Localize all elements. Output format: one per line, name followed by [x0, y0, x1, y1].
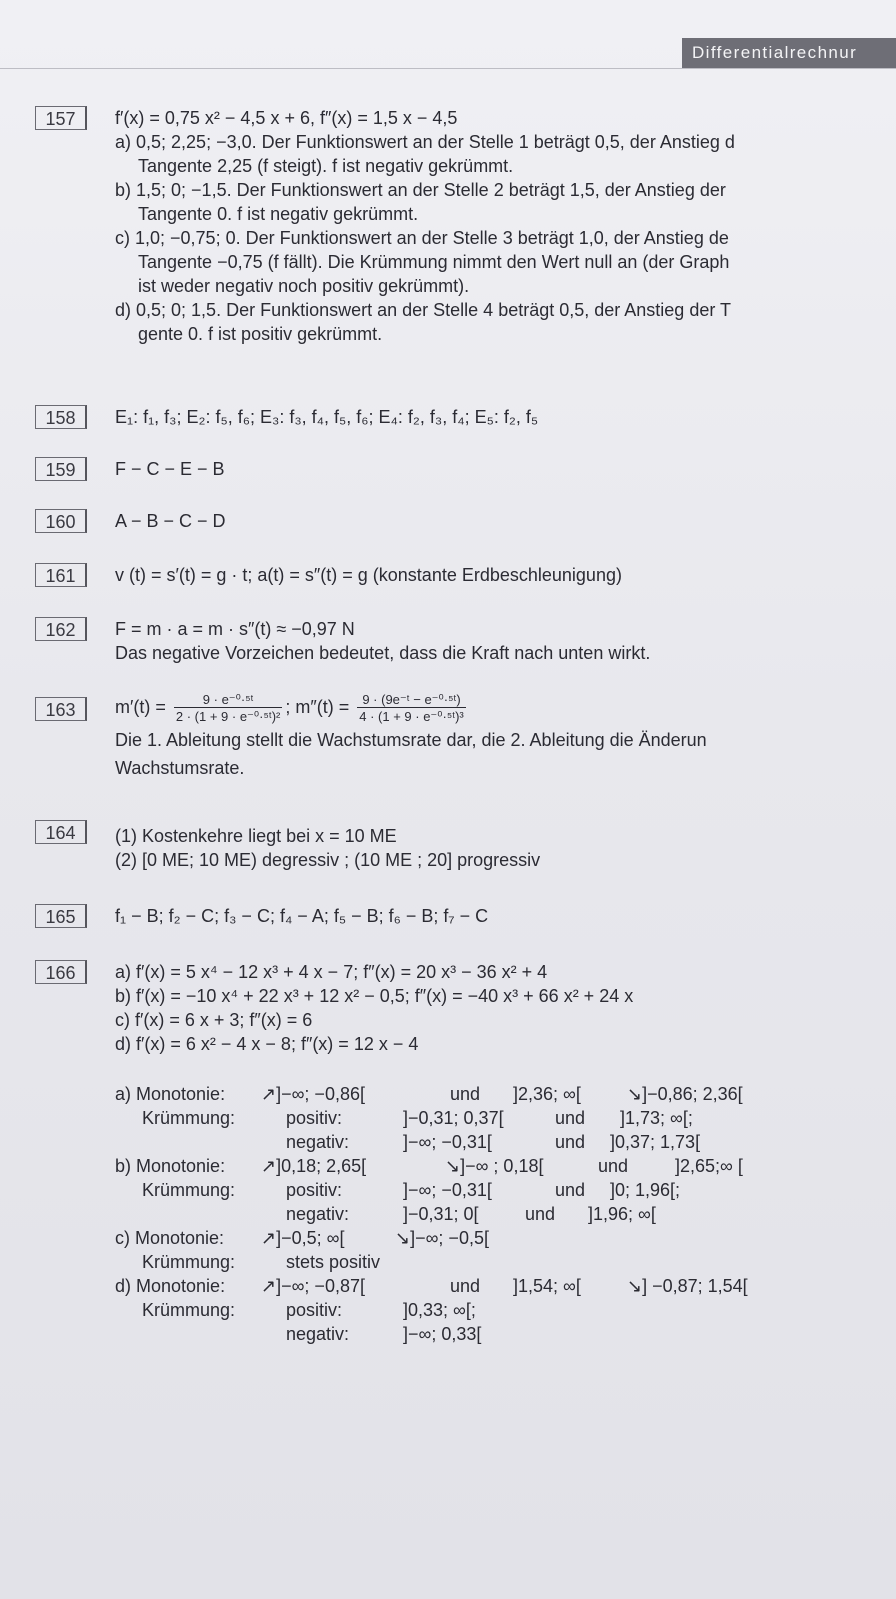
- exercise-number: 165: [35, 904, 87, 928]
- exercise-number: 159: [35, 457, 87, 481]
- exercise-content: [115, 824, 896, 872]
- monotony-row-c: [115, 1226, 896, 1250]
- decreasing-interval: ↘]−∞ ; 0,18[: [445, 1156, 544, 1176]
- exercise-content: [115, 687, 896, 780]
- positive-label: positiv:: [286, 1108, 343, 1128]
- positive-label: positiv:: [286, 1180, 343, 1200]
- monotony-label: c) Monotonie:: [115, 1228, 225, 1248]
- exercise-content: [115, 617, 896, 665]
- monotony-label: a) Monotonie:: [115, 1084, 226, 1104]
- answer-line: F − C − E − B: [115, 459, 225, 479]
- curvature-label: Krümmung:: [142, 1180, 236, 1200]
- increasing-interval: ↗]−∞; −0,87[: [261, 1276, 365, 1296]
- and-word: und: [555, 1180, 586, 1200]
- decreasing-interval: ↘]−∞; −0,5[: [395, 1228, 489, 1248]
- part-d-derivatives: d) f′(x) = 6 x² − 4 x − 8; f″(x) = 12 x − 4: [115, 1034, 419, 1054]
- curvature-label: Krümmung:: [142, 1300, 236, 1320]
- monotony-row-a: [115, 1082, 896, 1106]
- part-c-line-3: ist weder negativ noch positiv gekrümmt).: [138, 276, 470, 296]
- negative-interval-2: ]0,37; 1,73[: [610, 1132, 701, 1152]
- exercise-number: 162: [35, 617, 87, 641]
- negative-label: negativ:: [286, 1204, 350, 1224]
- derivative-fractions: [115, 687, 896, 727]
- first-derivative-fraction: [174, 692, 282, 724]
- and-word: und: [555, 1132, 586, 1152]
- positive-interval: ]0,33; ∞[;: [403, 1300, 476, 1320]
- monotony-row-b: [115, 1154, 896, 1178]
- decreasing-interval-2: ]2,65;∞ [: [675, 1156, 743, 1176]
- part-c-derivatives: c) f′(x) = 6 x + 3; f″(x) = 6: [115, 1010, 313, 1030]
- negative-label: negativ:: [286, 1132, 350, 1152]
- derivatives-line: f′(x) = 0,75 x² − 4,5 x + 6, f″(x) = 1,5 x − 4,5: [115, 108, 458, 128]
- and-word: und: [450, 1084, 481, 1104]
- answer-line: f₁ − B; f₂ − C; f₃ − C; f₄ − A; f₅ − B; f₆ − B; f₇ − C: [115, 906, 489, 926]
- increasing-interval: ↗]0,18; 2,65[: [261, 1156, 367, 1176]
- force-formula: F = m · a = m · s″(t) ≈ −0,97 N: [115, 619, 355, 639]
- increasing-interval: ↗]−∞; −0,86[: [261, 1084, 365, 1104]
- and-word: und: [598, 1156, 629, 1176]
- positive-interval-1: ]−0,31; 0,37[: [403, 1108, 504, 1128]
- exercise-number: 161: [35, 563, 87, 587]
- increasing-interval: ↗]−0,5; ∞[: [261, 1228, 345, 1248]
- curvature-label: Krümmung:: [142, 1252, 236, 1272]
- part-c-line-2: Tangente −0,75 (f fällt). Die Krümmung nimmt den Wert null an (der Graph: [138, 252, 730, 272]
- exercise-number: 157: [35, 106, 87, 130]
- numerator: 9 · e⁻⁰·⁵ᵗ: [202, 692, 254, 708]
- decreasing-interval: ↘]−0,86; 2,36[: [627, 1084, 743, 1104]
- second-derivative-lhs: ; m″(t) =: [285, 697, 350, 717]
- exercise-content: [115, 563, 896, 587]
- explanation-line-1: Die 1. Ableitung stellt die Wachstumsrate dar, die 2. Ableitung die Änderun: [115, 730, 707, 750]
- exercise-content: [115, 106, 896, 346]
- first-derivative-lhs: m′(t) =: [115, 697, 166, 717]
- answer-line: E₁: f₁, f₃; E₂: f₅, f₆; E₃: f₃, f₄, f₅, f₆; E₄: f₂, f₃, f₄; E₅: f₂, f₅: [115, 407, 539, 427]
- positive-interval-2: ]1,73; ∞[;: [620, 1108, 693, 1128]
- part-b-line-2: Tangente 0. f ist negativ gekrümmt.: [138, 204, 419, 224]
- part-a-line-1: a) 0,5; 2,25; −3,0. Der Funktionswert an der Stelle 1 beträgt 0,5, der Anstieg d: [115, 132, 735, 152]
- and-word: und: [450, 1276, 481, 1296]
- exercise-content: [115, 904, 896, 928]
- increasing-interval-2: ]1,54; ∞[: [513, 1276, 581, 1296]
- negative-label: negativ:: [286, 1324, 350, 1344]
- exercise-number: 166: [35, 960, 87, 984]
- exercise-number: 158: [35, 405, 87, 429]
- curvature-value: stets positiv: [286, 1252, 381, 1272]
- explanation-line-2: Wachstumsrate.: [115, 758, 245, 778]
- cost-intervals: (2) [0 ME; 10 ME) degressiv ; (10 ME ; 20] progressiv: [115, 850, 541, 870]
- negative-interval-1: ]−0,31; 0[: [403, 1204, 479, 1224]
- answer-line: v (t) = s′(t) = g · t; a(t) = s″(t) = g (konstante Erdbeschleunigung): [115, 565, 622, 585]
- part-a-derivatives: a) f′(x) = 5 x⁴ − 12 x³ + 4 x − 7; f″(x) = 20 x³ − 36 x² + 4: [115, 962, 548, 982]
- decreasing-interval: ↘] −0,87; 1,54[: [627, 1276, 748, 1296]
- part-d-line-2: gente 0. f ist positiv gekrümmt.: [138, 324, 383, 344]
- denominator: 2 · (1 + 9 · e⁻⁰·⁵ᵗ)²: [175, 709, 281, 725]
- curvature-row-a: [115, 1106, 896, 1130]
- negative-interval-2: ]1,96; ∞[: [588, 1204, 656, 1224]
- monotony-label: d) Monotonie:: [115, 1276, 226, 1296]
- exercise-number: 163: [35, 697, 87, 721]
- and-word: und: [525, 1204, 556, 1224]
- monotony-row-d: [115, 1274, 896, 1298]
- exercise-content: [115, 405, 896, 429]
- chapter-header: [682, 38, 896, 68]
- exercise-number: 164: [35, 820, 87, 844]
- and-word: und: [555, 1108, 586, 1128]
- positive-label: positiv:: [286, 1300, 343, 1320]
- header-rule: [0, 68, 896, 69]
- monotony-label: b) Monotonie:: [115, 1156, 226, 1176]
- positive-interval-1: ]−∞; −0,31[: [403, 1180, 492, 1200]
- denominator: 4 · (1 + 9 · e⁻⁰·⁵ᵗ)³: [359, 709, 464, 725]
- exercise-content: [115, 457, 896, 481]
- chapter-title: Differentialrechnur: [692, 43, 858, 62]
- second-derivative-fraction: [357, 692, 465, 724]
- part-a-line-2: Tangente 2,25 (f steigt). f ist negativ gekrümmt.: [138, 156, 514, 176]
- cost-turn-point: (1) Kostenkehre liegt bei x = 10 ME: [115, 826, 397, 846]
- exercise-content: [115, 960, 896, 1346]
- curvature-row-d: [115, 1298, 896, 1322]
- negative-interval-1: ]−∞; −0,31[: [403, 1132, 492, 1152]
- answer-line: A − B − C − D: [115, 511, 226, 531]
- exercise-content: [115, 509, 896, 533]
- part-d-line-1: d) 0,5; 0; 1,5. Der Funktionswert an der Stelle 4 beträgt 0,5, der Anstieg der T: [115, 300, 732, 320]
- explanation: Das negative Vorzeichen bedeutet, dass die Kraft nach unten wirkt.: [115, 643, 651, 663]
- curvature-row-b: [115, 1178, 896, 1202]
- part-b-derivatives: b) f′(x) = −10 x⁴ + 22 x³ + 12 x² − 0,5; f″(x) = −40 x³ + 66 x² + 24 x: [115, 986, 634, 1006]
- negative-interval: ]−∞; 0,33[: [403, 1324, 482, 1344]
- curvature-negative-row-a: [115, 1130, 896, 1154]
- curvature-label: Krümmung:: [142, 1108, 236, 1128]
- positive-interval-2: ]0; 1,96[;: [610, 1180, 681, 1200]
- curvature-negative-row-d: [115, 1322, 896, 1346]
- part-b-line-1: b) 1,5; 0; −1,5. Der Funktionswert an der Stelle 2 beträgt 1,5, der Anstieg der: [115, 180, 726, 200]
- part-c-line-1: c) 1,0; −0,75; 0. Der Funktionswert an der Stelle 3 beträgt 1,0, der Anstieg de: [115, 228, 729, 248]
- exercise-number: 160: [35, 509, 87, 533]
- numerator: 9 · (9e⁻ᵗ − e⁻⁰·⁵ᵗ): [362, 692, 461, 708]
- curvature-negative-row-b: [115, 1202, 896, 1226]
- increasing-interval-2: ]2,36; ∞[: [513, 1084, 581, 1104]
- curvature-row-c: [115, 1250, 896, 1274]
